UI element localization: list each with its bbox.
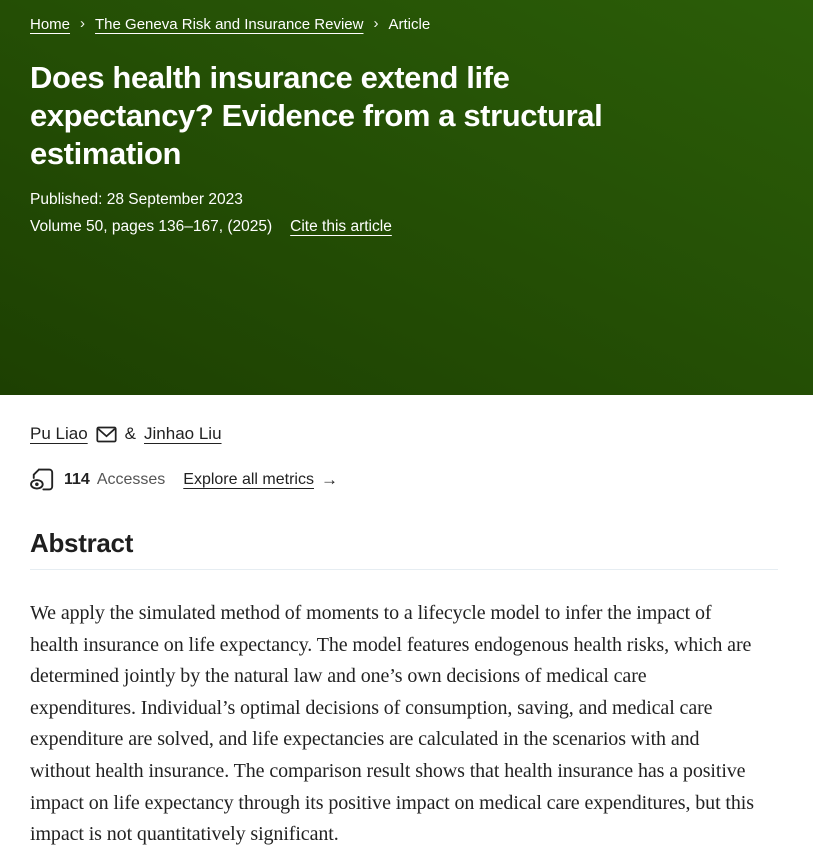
cite-this-article-link[interactable]: Cite this article [290,218,392,235]
document-eye-accesses-icon [30,467,55,492]
explore-all-metrics-link[interactable]: Explore all metrics [183,470,314,488]
breadcrumb [30,15,783,35]
volume-pages-line [30,217,783,237]
abstract-paragraph: We apply the simulated method of moments to a lifecycle model to infer the impact of health insurance on life expectancy. The model features endogenous health risks, which are determined jointly by the natural law and one’s own decisions of medical care expenditures. Individual’s optimal decisions of consumption, saving, and medical care expenditure are solved, and life expectancies are calculated in the scenarios with and without health insurance. The comparison result shows that health insurance has a positive impact on life expectancy through its positive impact on medical care expenditures, but this impact is not quantitatively significant. [30,602,754,846]
section-divider [30,569,778,570]
published-date-line [30,190,783,210]
author-link-pu-liao[interactable]: Pu Liao [30,424,88,443]
accesses-count: 114 [64,470,90,488]
article-banner [0,0,813,395]
metrics-row [30,467,783,492]
author-link-jinhao-liu[interactable]: Jinhao Liu [144,424,222,443]
chevron-right-icon: › [373,15,379,32]
abstract-heading: Abstract [30,528,134,558]
article-main [0,424,813,851]
authors-ampersand: & [124,424,137,443]
authors-row [30,424,783,444]
breadcrumb-journal-link[interactable]: The Geneva Risk and Insurance Review [95,16,364,33]
accesses-label: Accesses [96,470,166,488]
breadcrumb-current-page: Article [388,16,431,33]
envelope-icon[interactable] [96,426,117,443]
page-title: Does health insurance extend life expectancy? Evidence from a structural estimation [30,60,603,171]
breadcrumb-home-link[interactable]: Home [30,16,71,33]
published-date: 28 September 2023 [106,191,243,208]
volume-info: Volume 50, pages 136–167, (2025) [30,218,273,235]
published-label: Published: [30,191,103,208]
arrow-right-icon: → [320,469,338,489]
chevron-right-icon: › [80,15,86,32]
